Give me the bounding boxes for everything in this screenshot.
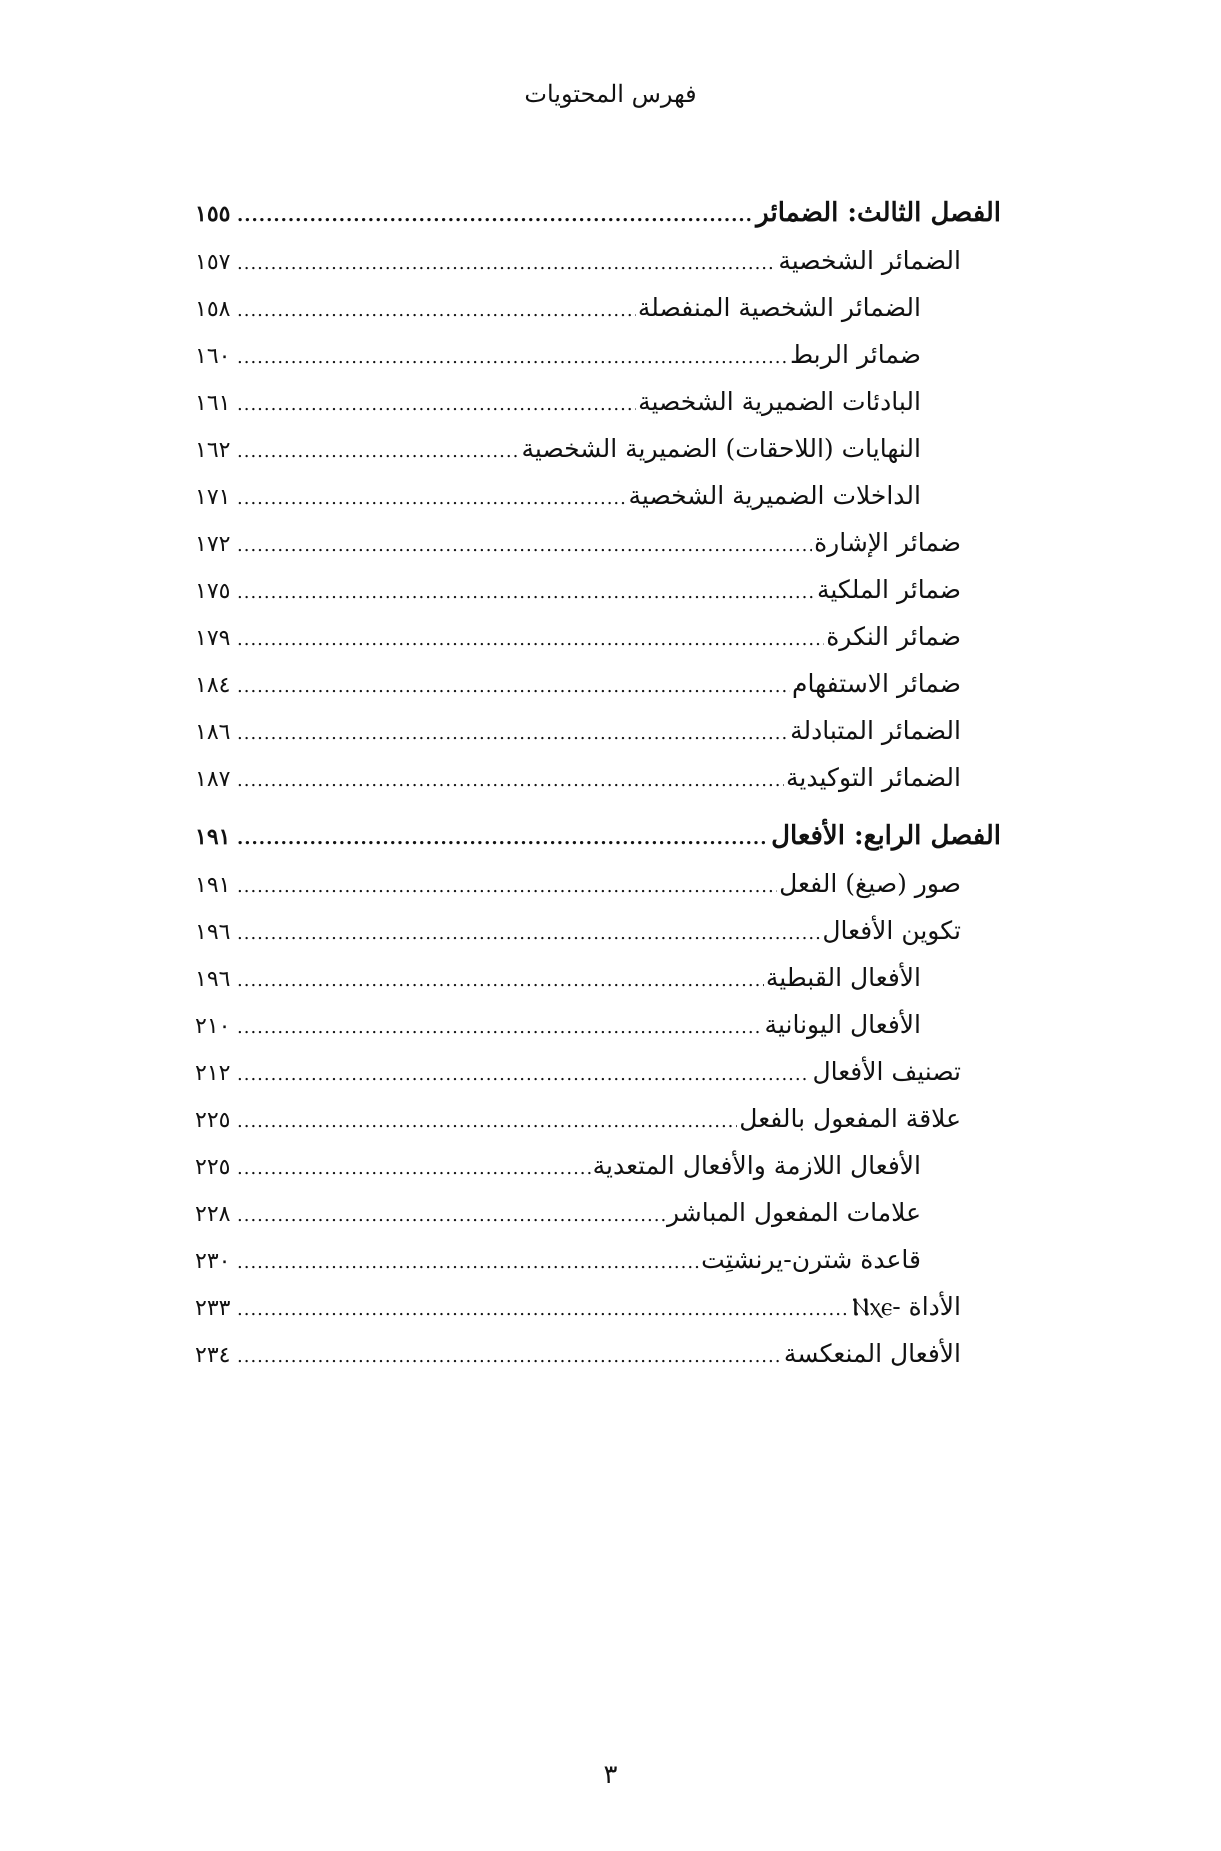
toc-entry[interactable] <box>195 907 1001 954</box>
dot-leader <box>237 475 627 522</box>
toc-entry[interactable] <box>195 1001 1001 1048</box>
toc-entry[interactable] <box>195 1142 1001 1189</box>
toc-entry-page: ١٦١ <box>195 391 231 416</box>
toc-entry-page: ١٨٤ <box>195 673 231 698</box>
dot-leader <box>237 334 788 381</box>
toc-entry-page: ١٥٧ <box>195 250 231 275</box>
toc-entry-title: الأفعال اليونانية <box>764 1010 921 1039</box>
dot-leader <box>237 287 636 334</box>
dot-leader <box>237 1145 591 1192</box>
toc-entry[interactable] <box>195 754 1001 801</box>
page-number: ٣ <box>603 1760 618 1790</box>
dot-leader <box>237 1239 699 1286</box>
dot-leader <box>237 240 776 287</box>
toc-entry-title: ضمائر الإشارة <box>814 528 961 557</box>
toc-entry-title: الضمائر التوكيدية <box>786 763 961 792</box>
dot-leader <box>237 569 815 616</box>
toc-entry[interactable] <box>195 237 1001 284</box>
dot-leader <box>237 1333 782 1380</box>
toc-entry-page: ١٩١ <box>195 824 231 850</box>
toc-entry-page: ٢٢٨ <box>195 1202 231 1227</box>
toc-entry-title: الضمائر المتبادلة <box>790 716 961 745</box>
toc-entry-title: ضمائر الملكية <box>816 575 961 604</box>
toc-entry-page: ١٥٥ <box>195 201 231 227</box>
toc-entry-title: الأداة -Ⲛⲭⲉ <box>852 1292 961 1321</box>
dot-leader <box>237 910 820 957</box>
running-head: فهرس المحتويات <box>524 80 697 108</box>
toc-entry[interactable] <box>195 1283 1001 1330</box>
toc-entry[interactable] <box>195 707 1001 754</box>
toc-entry-page: ١٥٨ <box>195 297 231 322</box>
toc-entry-page: ١٧١ <box>195 485 231 510</box>
toc-entry-page: ٢٢٥ <box>195 1108 231 1133</box>
toc-entry[interactable] <box>195 566 1001 613</box>
toc-entry-chapter-3[interactable] <box>195 190 1001 237</box>
table-of-contents <box>195 190 1001 1377</box>
toc-entry-page: ١٩٦ <box>195 967 231 992</box>
toc-entry-title: علاقة المفعول بالفعل <box>739 1104 961 1133</box>
dot-leader <box>237 863 777 910</box>
toc-entry-page: ٢٣٠ <box>195 1249 231 1274</box>
toc-entry-page: ١٧٩ <box>195 626 231 651</box>
toc-entry-title: صور (صيغ) الفعل <box>779 869 961 898</box>
toc-entry-title: تصنيف الأفعال <box>812 1057 961 1086</box>
dot-leader <box>237 1004 763 1051</box>
toc-entry-page: ١٧٢ <box>195 532 231 557</box>
toc-entry-page: ١٩١ <box>195 873 231 898</box>
dot-leader <box>237 428 520 475</box>
toc-entry-title: علامات المفعول المباشر <box>667 1198 921 1227</box>
dot-leader <box>237 616 824 663</box>
toc-entry-page: ٢١٢ <box>195 1061 231 1086</box>
dot-leader <box>237 1098 737 1145</box>
toc-entry-title: الداخلات الضميرية الشخصية <box>628 481 921 510</box>
toc-entry-page: ٢٣٣ <box>195 1296 231 1321</box>
toc-entry-page: ١٩٦ <box>195 920 231 945</box>
toc-entry[interactable] <box>195 1095 1001 1142</box>
toc-entry-title: الأفعال المنعكسة <box>783 1339 961 1368</box>
toc-entry-title: ضمائر الاستفهام <box>792 669 961 698</box>
toc-entry-page: ١٨٧ <box>195 767 231 792</box>
dot-leader <box>237 1192 665 1239</box>
toc-entry-title: البادئات الضميرية الشخصية <box>638 387 921 416</box>
toc-entry-page: ١٦٢ <box>195 438 231 463</box>
toc-entry[interactable] <box>195 472 1001 519</box>
dot-leader <box>237 381 636 428</box>
toc-entry-page: ١٧٥ <box>195 579 231 604</box>
toc-entry[interactable] <box>195 613 1001 660</box>
toc-entry[interactable] <box>195 331 1001 378</box>
toc-entry-page: ١٨٦ <box>195 720 231 745</box>
dot-leader <box>237 1286 850 1333</box>
toc-entry-page: ٢١٠ <box>195 1014 231 1039</box>
toc-entry[interactable] <box>195 1189 1001 1236</box>
dot-leader <box>237 522 812 569</box>
dot-leader <box>237 957 764 1004</box>
toc-entry-page: ١٦٠ <box>195 344 231 369</box>
dot-leader <box>237 663 790 710</box>
toc-entry-title: الفصل الرابع: الأفعال <box>771 821 1001 851</box>
toc-entry-title: الفصل الثالث: الضمائر <box>756 198 1001 228</box>
dot-leader <box>237 710 788 757</box>
toc-entry-title: الأفعال اللازمة والأفعال المتعدية <box>592 1151 921 1180</box>
toc-entry-title: الضمائر الشخصية <box>778 246 961 275</box>
dot-leader <box>237 192 754 239</box>
toc-entry-chapter-4[interactable] <box>195 813 1001 860</box>
toc-entry-title: قاعدة شترن-يرنشتِت <box>701 1245 921 1274</box>
toc-entry[interactable] <box>195 378 1001 425</box>
toc-entry[interactable] <box>195 954 1001 1001</box>
toc-entry[interactable] <box>195 660 1001 707</box>
toc-entry-title: النهايات (اللاحقات) الضميرية الشخصية <box>521 434 921 463</box>
toc-entry[interactable] <box>195 425 1001 472</box>
toc-entry-page: ٢٢٥ <box>195 1155 231 1180</box>
toc-entry[interactable] <box>195 1048 1001 1095</box>
dot-leader <box>237 757 784 804</box>
toc-entry[interactable] <box>195 284 1001 331</box>
toc-entry-title: ضمائر الربط <box>789 340 921 369</box>
toc-entry[interactable] <box>195 1236 1001 1283</box>
toc-entry-title: الأفعال القبطية <box>765 963 921 992</box>
dot-leader <box>237 1051 810 1098</box>
toc-entry[interactable] <box>195 519 1001 566</box>
toc-entry[interactable] <box>195 1330 1001 1377</box>
toc-entry-title: الضمائر الشخصية المنفصلة <box>637 293 921 322</box>
toc-entry-title: ضمائر النكرة <box>826 622 961 651</box>
toc-entry[interactable] <box>195 860 1001 907</box>
dot-leader <box>237 815 769 862</box>
toc-entry-title: تكوين الأفعال <box>822 916 961 945</box>
toc-entry-page: ٢٣٤ <box>195 1343 231 1368</box>
